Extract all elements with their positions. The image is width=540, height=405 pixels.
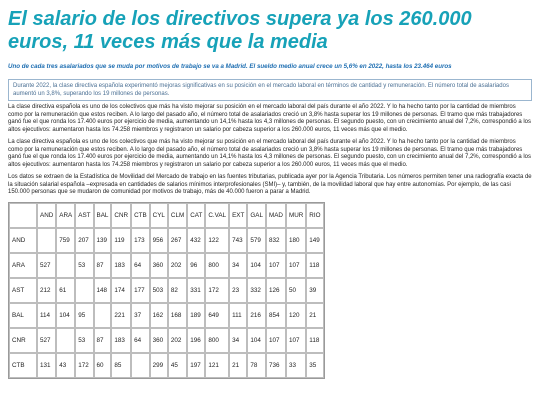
table-cell: 196 xyxy=(187,328,205,353)
table-cell xyxy=(56,253,75,278)
table-cell: 173 xyxy=(131,228,150,253)
table-cell xyxy=(56,328,75,353)
table-cell: AND xyxy=(9,228,37,253)
table-cell: ARA xyxy=(9,253,37,278)
table-cell: 37 xyxy=(131,303,150,328)
table-cell: 332 xyxy=(247,278,266,303)
table-header-cell: CTB xyxy=(131,203,150,228)
table-cell: 53 xyxy=(75,253,93,278)
table-cell: 579 xyxy=(247,228,266,253)
table-header-cell: BAL xyxy=(94,203,112,228)
table-row xyxy=(9,228,324,253)
table-header-cell: CAT xyxy=(187,203,205,228)
body-paragraph: La clase directiva española es uno de los colectivos que más ha visto mejorar su posición en el mercado laboral del país durante el año 2022. Y lo ha hecho tanto por la cantidad de miembros como por la remuneración que estos reciben. A lo largo del pasado año, el número total de asalariados creció un 3,8% hasta superar los 19 millones de personas. El tramo que más trabajadores ganó fue el que ronda los 17.400 euros por ejercicio de media, aumentando un 14,1% hasta los 4,3 millones de personas. El segundo puesto, con un crecimiento anual del 7,2%, correspondió a los altos ejecutivos: aumentaron hasta los 74.258 miembros y registraron un salario por cabeza superior a los 260.000 euros, 11 veces más que el medio. xyxy=(8,139,532,168)
table-header-cell: EXT xyxy=(229,203,247,228)
table-cell: 360 xyxy=(150,328,168,353)
table-cell: 95 xyxy=(75,303,93,328)
table-cell: 104 xyxy=(247,328,266,353)
table-cell: 207 xyxy=(75,228,93,253)
table-cell: 64 xyxy=(131,253,150,278)
table-cell: 202 xyxy=(168,328,187,353)
table-cell: 121 xyxy=(205,353,229,378)
table-header-cell: CYL xyxy=(150,203,168,228)
table-cell: 39 xyxy=(306,278,323,303)
table-cell: 800 xyxy=(205,253,229,278)
table-cell: 120 xyxy=(286,303,306,328)
table-header-cell: MUR xyxy=(286,203,306,228)
table-cell: 85 xyxy=(111,353,131,378)
table-cell: 107 xyxy=(266,253,286,278)
table-cell: 107 xyxy=(266,328,286,353)
table-cell: 736 xyxy=(266,353,286,378)
table-cell: 111 xyxy=(229,303,247,328)
table-cell: BAL xyxy=(9,303,37,328)
table-cell: 299 xyxy=(150,353,168,378)
table-cell: 122 xyxy=(205,228,229,253)
table-cell: 78 xyxy=(247,353,266,378)
table-cell: 360 xyxy=(150,253,168,278)
table-cell: 35 xyxy=(306,353,323,378)
table-cell: 21 xyxy=(229,353,247,378)
table-cell: 43 xyxy=(56,353,75,378)
table-cell: CNR xyxy=(9,328,37,353)
table-cell xyxy=(75,278,93,303)
table-header-cell: RIO xyxy=(306,203,323,228)
table-header-cell: C.VAL xyxy=(205,203,229,228)
table-row xyxy=(9,278,324,303)
table-row xyxy=(9,303,324,328)
table-cell: 107 xyxy=(286,253,306,278)
table-cell: 45 xyxy=(168,353,187,378)
table-cell xyxy=(94,303,112,328)
table-header-cell: MAD xyxy=(266,203,286,228)
table-cell: AST xyxy=(9,278,37,303)
table-cell: 149 xyxy=(306,228,323,253)
table-row xyxy=(9,328,324,353)
table-cell: 221 xyxy=(111,303,131,328)
table-cell: 197 xyxy=(187,353,205,378)
table-cell: 189 xyxy=(187,303,205,328)
table-cell: 800 xyxy=(205,328,229,353)
table-cell: 148 xyxy=(94,278,112,303)
table-cell: 503 xyxy=(150,278,168,303)
lead-box: Durante 2022, la clase directiva española experimentó mejoras significativas en su posición en el mercado laboral en términos de cantidad y remuneración. El número total de asalariados aumentó un 3,8%, superando los 19 millones de personas. xyxy=(8,79,532,101)
table-cell: 832 xyxy=(266,228,286,253)
table-row xyxy=(9,253,324,278)
table-cell: 649 xyxy=(205,303,229,328)
table-cell: 212 xyxy=(37,278,56,303)
table-cell: 33 xyxy=(286,353,306,378)
table-cell: 527 xyxy=(37,253,56,278)
table-cell: 759 xyxy=(56,228,75,253)
table-cell: 50 xyxy=(286,278,306,303)
table-cell: 60 xyxy=(94,353,112,378)
table-cell: 168 xyxy=(168,303,187,328)
table-cell: 53 xyxy=(75,328,93,353)
table-header-cell: ARA xyxy=(56,203,75,228)
table-header-cell: AST xyxy=(75,203,93,228)
table-cell: 34 xyxy=(229,253,247,278)
table-cell: 432 xyxy=(187,228,205,253)
table-cell: 118 xyxy=(306,328,323,353)
table-cell: 527 xyxy=(37,328,56,353)
table-cell: 331 xyxy=(187,278,205,303)
table-cell: 96 xyxy=(187,253,205,278)
table-cell: 854 xyxy=(266,303,286,328)
table-cell: 172 xyxy=(75,353,93,378)
table-cell: 956 xyxy=(150,228,168,253)
table-cell: 202 xyxy=(168,253,187,278)
table-cell: 174 xyxy=(111,278,131,303)
body-paragraph: La clase directiva española es uno de los colectivos que más ha visto mejorar su posición en el mercado laboral del país durante el año 2022. Y lo ha hecho tanto por la cantidad de miembros como por la remuneración que estos reciben. A lo largo del pasado año, el número total de asalariados creció un 3,8% hasta superar los 19 millones de personas. El tramo que más trabajadores ganó fue el que ronda los 17.400 euros por ejercicio de media, aumentando un 14,1% hasta los 4,3 millones de personas. El segundo puesto, con un crecimiento anual del 7,2%, correspondió a los altos ejecutivos: aumentaron hasta los 74.258 miembros y registraron un salario por cabeza superior a los 260.000 euros, 11 veces más que el medio. xyxy=(8,104,532,133)
table-cell: 139 xyxy=(94,228,112,253)
table-header-cell: CNR xyxy=(111,203,131,228)
table-cell: 34 xyxy=(229,328,247,353)
table-cell: 87 xyxy=(94,253,112,278)
table-cell: 107 xyxy=(286,328,306,353)
table-cell: 104 xyxy=(247,253,266,278)
table-header-cell xyxy=(9,203,37,228)
table-cell: 114 xyxy=(37,303,56,328)
table-cell: 119 xyxy=(111,228,131,253)
table-cell: 183 xyxy=(111,253,131,278)
table-cell: 104 xyxy=(56,303,75,328)
table-cell: CTB xyxy=(9,353,37,378)
table-cell: 172 xyxy=(205,278,229,303)
table-cell: 87 xyxy=(94,328,112,353)
table-cell: 21 xyxy=(306,303,323,328)
table-cell: 23 xyxy=(229,278,247,303)
table-cell: 180 xyxy=(286,228,306,253)
table-cell xyxy=(37,228,56,253)
table-cell xyxy=(131,353,150,378)
table-cell: 743 xyxy=(229,228,247,253)
article-subtitle: Uno de cada tres asalariados que se muda por motivos de trabajo se va a Madrid. El sueldo medio anual crece un 5,6% en 2022, hasta los 23.464 euros xyxy=(8,63,452,70)
table-header-cell: CLM xyxy=(168,203,187,228)
table-row xyxy=(9,353,324,378)
mobility-table xyxy=(8,202,325,379)
table-header-row xyxy=(9,203,324,228)
table-cell: 216 xyxy=(247,303,266,328)
table-header-cell: AND xyxy=(37,203,56,228)
table-cell: 118 xyxy=(306,253,323,278)
page-title: El salario de los directivos supera ya los 260.000 euros, 11 veces más que la media xyxy=(8,8,472,53)
table-cell: 61 xyxy=(56,278,75,303)
table-cell: 82 xyxy=(168,278,187,303)
table-header-cell: GAL xyxy=(247,203,266,228)
table-cell: 267 xyxy=(168,228,187,253)
body-paragraph: Los datos se extraen de la Estadística de Movilidad del Mercado de trabajo en las fuentes tributarias, publicada ayer por la Agencia Tributaria. Los números permiten tener una radiografía exacta de la situación salarial española –expresada en cantidades de salarios mínimos interprofesionales (SMI)– y, también, de la movilidad laboral que hay entre autonomías. Por ejemplo, de las casi 150.000 personas que se mudaron de comunidad por motivos de trabajo, más de 40.000 fueron a parar a Madrid. xyxy=(8,174,532,195)
table-cell: 126 xyxy=(266,278,286,303)
table-cell: 162 xyxy=(150,303,168,328)
table-cell: 177 xyxy=(131,278,150,303)
table-cell: 183 xyxy=(111,328,131,353)
table-cell: 64 xyxy=(131,328,150,353)
table-cell: 131 xyxy=(37,353,56,378)
